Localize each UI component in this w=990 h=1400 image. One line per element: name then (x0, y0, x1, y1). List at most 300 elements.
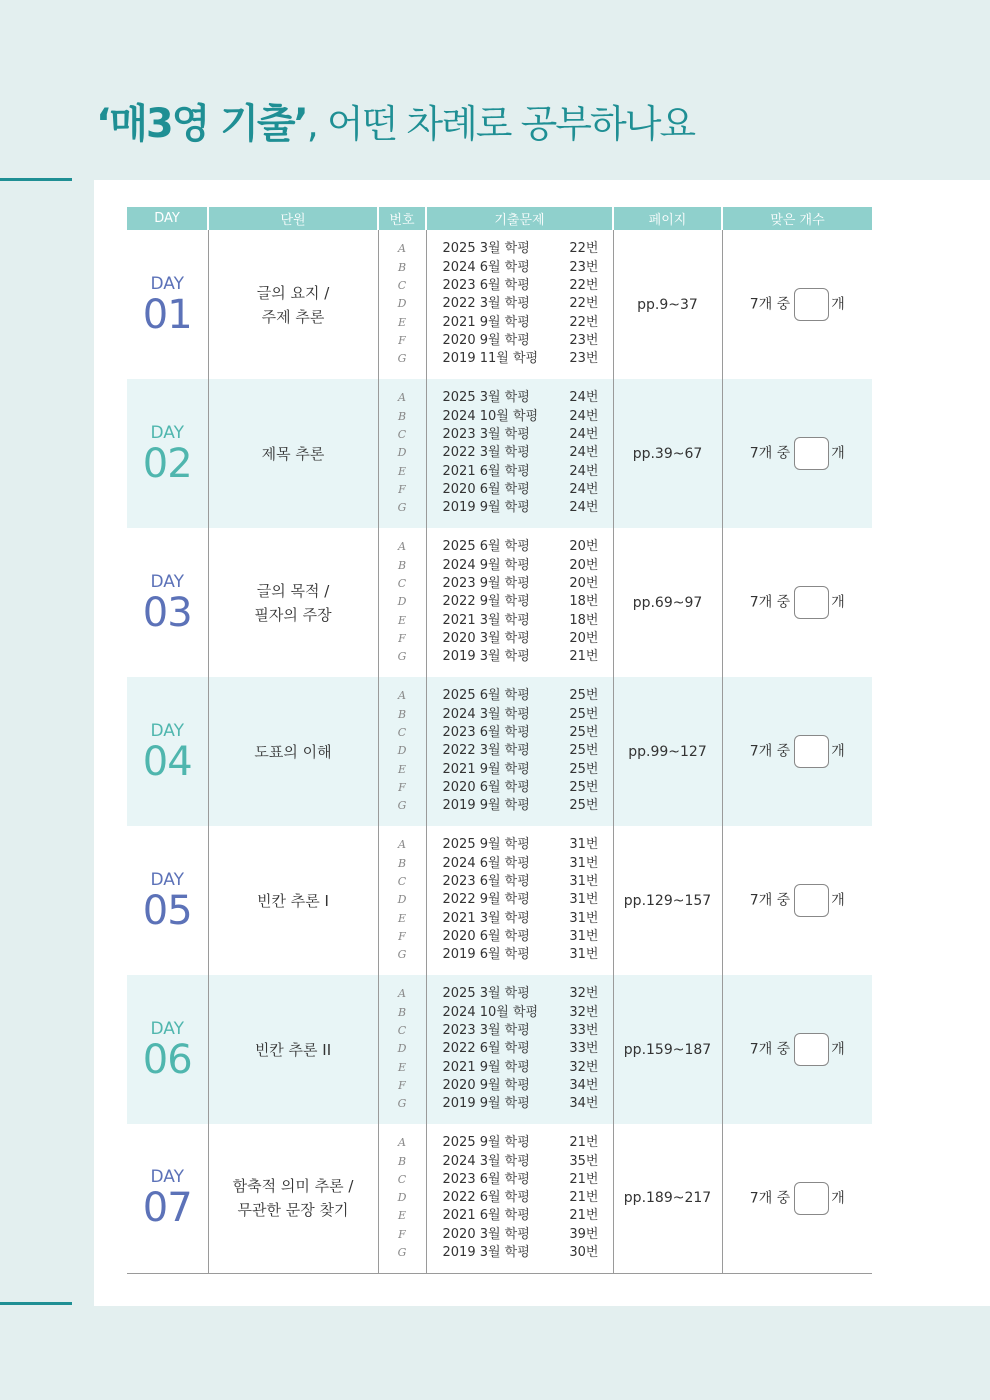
day-number: 06 (142, 1036, 192, 1083)
exam-question-number: 30번 (569, 1244, 599, 1260)
letters-cell (378, 379, 426, 528)
exam-item (427, 499, 613, 517)
item-letter: A (398, 689, 406, 703)
exam-question-number: 39번 (569, 1226, 599, 1242)
exam-question-number: 20번 (569, 576, 599, 592)
exam-item (427, 444, 613, 462)
exam-item (427, 946, 613, 964)
exam-item (427, 350, 613, 368)
score-cell (722, 528, 872, 677)
exam-question-number: 25번 (569, 761, 599, 777)
title-book-name: ‘매3영 기출’ (96, 101, 307, 147)
item-letter: B (397, 1005, 407, 1019)
exam-item (427, 1004, 613, 1022)
exam-item (427, 259, 613, 277)
score-input-box[interactable] (794, 884, 829, 917)
item-letter: D (397, 744, 407, 758)
day-number: 05 (142, 887, 192, 934)
day-label: DAY (150, 869, 184, 890)
exam-question-number: 24번 (569, 390, 599, 406)
item-letter: D (397, 893, 407, 907)
item-letter: A (398, 1136, 406, 1150)
item-letter: F (398, 1078, 406, 1092)
exam-name: 2021 9월 학평 (442, 314, 530, 330)
unit-label: 무관한 문장 찾기 (237, 1201, 349, 1220)
exam-item (427, 1226, 613, 1244)
exam-name: 2019 9월 학평 (442, 798, 530, 814)
score-prefix: 7개 중 (749, 892, 791, 909)
score-input-box[interactable] (794, 437, 829, 470)
exam-item (427, 1134, 613, 1152)
exam-question-number: 22번 (569, 296, 599, 312)
unit-cell (208, 826, 378, 975)
item-letter: G (397, 948, 407, 962)
unit-label: 글의 목적 / (256, 581, 330, 600)
day-label: DAY (150, 1018, 184, 1039)
item-letter: F (398, 333, 406, 347)
item-letter: C (397, 279, 407, 293)
exam-question-number: 31번 (569, 837, 599, 853)
unit-label: 필자의 주장 (254, 605, 332, 624)
exam-name: 2022 6월 학평 (442, 1041, 530, 1057)
exam-item (427, 1040, 613, 1058)
decorative-line-bottom (0, 1302, 72, 1305)
table-row (127, 230, 872, 379)
item-letter: D (397, 446, 407, 460)
exam-question-number: 34번 (569, 1096, 599, 1112)
item-letter: B (397, 409, 407, 423)
table-header-row (127, 207, 872, 230)
exam-name: 2021 3월 학평 (442, 910, 530, 926)
exam-question-number: 25번 (569, 779, 599, 795)
item-letter: B (397, 558, 407, 572)
table-row (127, 379, 872, 528)
score-cell (722, 1124, 872, 1273)
exam-item (427, 408, 613, 426)
exam-question-number: 31번 (569, 947, 599, 963)
exam-question-number: 20번 (569, 630, 599, 646)
exam-item (427, 240, 613, 258)
exam-name: 2020 3월 학평 (442, 630, 530, 646)
exam-question-number: 23번 (569, 332, 599, 348)
exam-name: 2023 6월 학평 (442, 1171, 530, 1187)
score-input-box[interactable] (794, 586, 829, 619)
item-letter: E (397, 762, 407, 776)
item-letter: F (398, 1227, 406, 1241)
header-day: DAY (127, 207, 208, 230)
exam-question-number: 32번 (569, 986, 599, 1002)
exam-question-number: 21번 (569, 1171, 599, 1187)
exam-item (427, 779, 613, 797)
unit-cell (208, 1124, 378, 1273)
day-cell (127, 528, 208, 677)
exam-item (427, 332, 613, 350)
exam-name: 2021 9월 학평 (442, 761, 530, 777)
exam-question-number: 25번 (569, 688, 599, 704)
score-cell (722, 975, 872, 1124)
schedule-table (127, 207, 872, 1274)
table-row (127, 528, 872, 677)
item-letter: F (398, 482, 406, 496)
unit-label: 도표의 이해 (254, 742, 332, 761)
exam-item (427, 612, 613, 630)
exam-name: 2020 6월 학평 (442, 928, 530, 944)
day-number: 07 (142, 1185, 192, 1232)
score-prefix: 7개 중 (749, 743, 791, 760)
item-letter: E (397, 911, 407, 925)
unit-cell (208, 975, 378, 1124)
exam-item (427, 836, 613, 854)
exam-question-number: 33번 (569, 1041, 599, 1057)
exam-name: 2025 9월 학평 (442, 1135, 530, 1151)
exam-question-number: 21번 (569, 1208, 599, 1224)
score-input-box[interactable] (794, 735, 829, 768)
score-prefix: 7개 중 (749, 594, 791, 611)
day-label: DAY (150, 571, 184, 592)
page-cell: pp.159~187 (613, 975, 722, 1124)
exam-name: 2024 3월 학평 (442, 706, 530, 722)
exam-name: 2021 9월 학평 (442, 1059, 530, 1075)
exam-question-number: 18번 (569, 612, 599, 628)
page-cell: pp.39~67 (613, 379, 722, 528)
exam-question-number: 25번 (569, 798, 599, 814)
header-unit: 단원 (208, 207, 378, 230)
day-label: DAY (150, 1167, 184, 1188)
item-letter: E (397, 315, 407, 329)
table-body (127, 230, 872, 1273)
exam-name: 2023 9월 학평 (442, 576, 530, 592)
unit-label: 빈칸 추론 I (257, 891, 329, 910)
schedule-panel (94, 180, 990, 1306)
day-cell (127, 826, 208, 975)
day-cell (127, 230, 208, 379)
exam-name: 2022 6월 학평 (442, 1190, 530, 1206)
page-title (96, 92, 694, 149)
item-letter: D (397, 297, 407, 311)
exams-cell (426, 826, 613, 975)
unit-label: 빈칸 추론 II (254, 1040, 332, 1059)
item-letter: C (397, 1172, 407, 1186)
score-cell (722, 677, 872, 826)
header-page: 페이지 (613, 207, 722, 230)
exam-question-number: 31번 (569, 910, 599, 926)
exam-question-number: 25번 (569, 706, 599, 722)
score-prefix: 7개 중 (749, 445, 791, 462)
exam-name: 2022 9월 학평 (442, 594, 530, 610)
exam-name: 2022 9월 학평 (442, 892, 530, 908)
exam-name: 2023 3월 학평 (442, 427, 530, 443)
page-cell: pp.129~157 (613, 826, 722, 975)
exam-name: 2025 9월 학평 (442, 837, 530, 853)
day-number: 01 (142, 291, 192, 338)
exam-item (427, 1153, 613, 1171)
exam-name: 2022 3월 학평 (442, 743, 530, 759)
item-letter: G (397, 352, 407, 366)
exam-item (427, 873, 613, 891)
day-cell (127, 677, 208, 826)
exam-item (427, 481, 613, 499)
item-letter: F (398, 780, 406, 794)
page-cell: pp.9~37 (613, 230, 722, 379)
exam-question-number: 22번 (569, 314, 599, 330)
exam-name: 2021 6월 학평 (442, 463, 530, 479)
exam-question-number: 22번 (569, 241, 599, 257)
exam-name: 2025 3월 학평 (442, 390, 530, 406)
exam-item (427, 1244, 613, 1262)
score-prefix: 7개 중 (749, 296, 791, 313)
exam-name: 2020 6월 학평 (442, 481, 530, 497)
item-letter: B (397, 260, 407, 274)
unit-label: 글의 요지 / (256, 283, 330, 302)
table-row (127, 1124, 872, 1273)
unit-cell (208, 528, 378, 677)
exam-question-number: 25번 (569, 725, 599, 741)
exam-item (427, 797, 613, 815)
exam-name: 2022 3월 학평 (442, 296, 530, 312)
item-letter: C (397, 577, 407, 591)
exam-item (427, 314, 613, 332)
item-letter: E (397, 613, 407, 627)
exams-cell (426, 230, 613, 379)
exam-item (427, 706, 613, 724)
exam-question-number: 18번 (569, 594, 599, 610)
exam-item (427, 855, 613, 873)
day-number: 02 (142, 440, 192, 487)
item-letter: G (397, 1245, 407, 1259)
exam-item (427, 1207, 613, 1225)
exam-item (427, 1171, 613, 1189)
exam-item (427, 277, 613, 295)
exams-cell (426, 677, 613, 826)
item-letter: A (398, 838, 406, 852)
day-label: DAY (150, 273, 184, 294)
exam-name: 2024 10월 학평 (442, 1004, 539, 1020)
exam-item (427, 295, 613, 313)
item-letter: C (397, 726, 407, 740)
exam-item (427, 575, 613, 593)
page-cell: pp.99~127 (613, 677, 722, 826)
score-suffix: 개 (831, 1041, 845, 1058)
score-cell (722, 826, 872, 975)
exams-cell (426, 1124, 613, 1273)
table-row (127, 975, 872, 1124)
exam-question-number: 34번 (569, 1077, 599, 1093)
exam-question-number: 23번 (569, 351, 599, 367)
score-cell (722, 230, 872, 379)
exam-item (427, 1059, 613, 1077)
item-letter: G (397, 1097, 407, 1111)
exam-item (427, 648, 613, 666)
unit-label: 제목 추론 (261, 444, 325, 463)
exam-item (427, 724, 613, 742)
header-exam: 기출문제 (426, 207, 613, 230)
day-label: DAY (150, 422, 184, 443)
exam-item (427, 910, 613, 928)
exam-question-number: 21번 (569, 649, 599, 665)
exam-name: 2024 3월 학평 (442, 1153, 530, 1169)
score-prefix: 7개 중 (749, 1190, 791, 1207)
table-row (127, 677, 872, 826)
item-letter: A (398, 391, 406, 405)
score-suffix: 개 (831, 296, 845, 313)
exam-name: 2019 9월 학평 (442, 1096, 530, 1112)
day-number: 03 (142, 589, 192, 636)
exams-cell (426, 528, 613, 677)
exam-item (427, 463, 613, 481)
exam-question-number: 25번 (569, 743, 599, 759)
exam-item (427, 1095, 613, 1113)
exam-name: 2019 11월 학평 (442, 351, 539, 367)
exam-name: 2024 10월 학평 (442, 408, 539, 424)
exam-item (427, 742, 613, 760)
exams-cell (426, 975, 613, 1124)
score-suffix: 개 (831, 1190, 845, 1207)
exam-question-number: 24번 (569, 500, 599, 516)
item-letter: C (397, 875, 407, 889)
letters-cell (378, 1124, 426, 1273)
exam-question-number: 33번 (569, 1023, 599, 1039)
exam-name: 2024 9월 학평 (442, 557, 530, 573)
item-letter: G (397, 501, 407, 515)
item-letter: D (397, 1191, 407, 1205)
exam-item (427, 557, 613, 575)
exam-question-number: 20번 (569, 557, 599, 573)
letters-cell (378, 528, 426, 677)
exam-name: 2025 3월 학평 (442, 986, 530, 1002)
exam-name: 2025 6월 학평 (442, 688, 530, 704)
exam-item (427, 593, 613, 611)
exam-item (427, 1189, 613, 1207)
exam-item (427, 761, 613, 779)
exam-name: 2024 6월 학평 (442, 855, 530, 871)
item-letter: F (398, 929, 406, 943)
score-suffix: 개 (831, 892, 845, 909)
title-question: , 어떤 차례로 공부하나요 (306, 102, 695, 146)
page-cell: pp.69~97 (613, 528, 722, 677)
exam-question-number: 21번 (569, 1135, 599, 1151)
unit-cell (208, 230, 378, 379)
exam-item (427, 538, 613, 556)
exam-question-number: 24번 (569, 481, 599, 497)
exam-item (427, 630, 613, 648)
item-letter: B (397, 707, 407, 721)
item-letter: A (398, 540, 406, 554)
item-letter: F (398, 631, 406, 645)
exam-question-number: 24번 (569, 408, 599, 424)
letters-cell (378, 975, 426, 1124)
exams-cell (426, 379, 613, 528)
exam-question-number: 24번 (569, 445, 599, 461)
header-score: 맞은 개수 (722, 207, 872, 230)
exam-name: 2022 3월 학평 (442, 445, 530, 461)
header-number: 번호 (378, 207, 426, 230)
item-letter: G (397, 650, 407, 664)
day-cell (127, 975, 208, 1124)
exam-item (427, 687, 613, 705)
exam-name: 2019 3월 학평 (442, 649, 530, 665)
exam-question-number: 24번 (569, 427, 599, 443)
item-letter: B (397, 1154, 407, 1168)
exam-item (427, 389, 613, 407)
item-letter: E (397, 1209, 407, 1223)
exam-question-number: 31번 (569, 928, 599, 944)
score-suffix: 개 (831, 445, 845, 462)
exam-name: 2021 6월 학평 (442, 1208, 530, 1224)
unit-cell (208, 677, 378, 826)
exam-name: 2025 3월 학평 (442, 241, 530, 257)
exam-question-number: 24번 (569, 463, 599, 479)
exam-question-number: 23번 (569, 259, 599, 275)
table-row (127, 826, 872, 975)
day-cell (127, 1124, 208, 1273)
exam-item (427, 985, 613, 1003)
exam-question-number: 31번 (569, 874, 599, 890)
exam-question-number: 32번 (569, 1059, 599, 1075)
exam-name: 2023 6월 학평 (442, 725, 530, 741)
exam-name: 2024 6월 학평 (442, 259, 530, 275)
unit-label: 함축적 의미 추론 / (232, 1177, 354, 1196)
score-suffix: 개 (831, 743, 845, 760)
score-input-box[interactable] (794, 1182, 829, 1215)
exam-name: 2019 3월 학평 (442, 1244, 530, 1260)
unit-label: 주제 추론 (261, 307, 325, 326)
score-cell (722, 379, 872, 528)
item-letter: A (398, 242, 406, 256)
item-letter: B (397, 856, 407, 870)
exam-question-number: 31번 (569, 855, 599, 871)
letters-cell (378, 230, 426, 379)
item-letter: C (397, 428, 407, 442)
decorative-line-top (0, 178, 72, 181)
exam-item (427, 928, 613, 946)
item-letter: A (398, 987, 406, 1001)
score-input-box[interactable] (794, 1033, 829, 1066)
exam-name: 2020 9월 학평 (442, 332, 530, 348)
item-letter: C (397, 1024, 407, 1038)
exam-question-number: 20번 (569, 539, 599, 555)
exam-name: 2020 3월 학평 (442, 1226, 530, 1242)
item-letter: E (397, 1060, 407, 1074)
day-number: 04 (142, 738, 192, 785)
day-label: DAY (150, 720, 184, 741)
exam-question-number: 35번 (569, 1153, 599, 1169)
page-cell: pp.189~217 (613, 1124, 722, 1273)
exam-name: 2023 6월 학평 (442, 278, 530, 294)
letters-cell (378, 826, 426, 975)
item-letter: D (397, 595, 407, 609)
score-prefix: 7개 중 (749, 1041, 791, 1058)
exam-name: 2020 6월 학평 (442, 779, 530, 795)
exam-question-number: 32번 (569, 1004, 599, 1020)
exam-question-number: 21번 (569, 1190, 599, 1206)
exam-question-number: 22번 (569, 278, 599, 294)
score-suffix: 개 (831, 594, 845, 611)
item-letter: D (397, 1042, 407, 1056)
exam-item (427, 891, 613, 909)
exam-name: 2019 9월 학평 (442, 500, 530, 516)
item-letter: G (397, 799, 407, 813)
exam-name: 2020 9월 학평 (442, 1077, 530, 1093)
exam-name: 2023 3월 학평 (442, 1023, 530, 1039)
exam-name: 2021 3월 학평 (442, 612, 530, 628)
letters-cell (378, 677, 426, 826)
item-letter: E (397, 464, 407, 478)
score-input-box[interactable] (794, 288, 829, 321)
exam-name: 2019 6월 학평 (442, 947, 530, 963)
exam-question-number: 31번 (569, 892, 599, 908)
unit-cell (208, 379, 378, 528)
day-cell (127, 379, 208, 528)
